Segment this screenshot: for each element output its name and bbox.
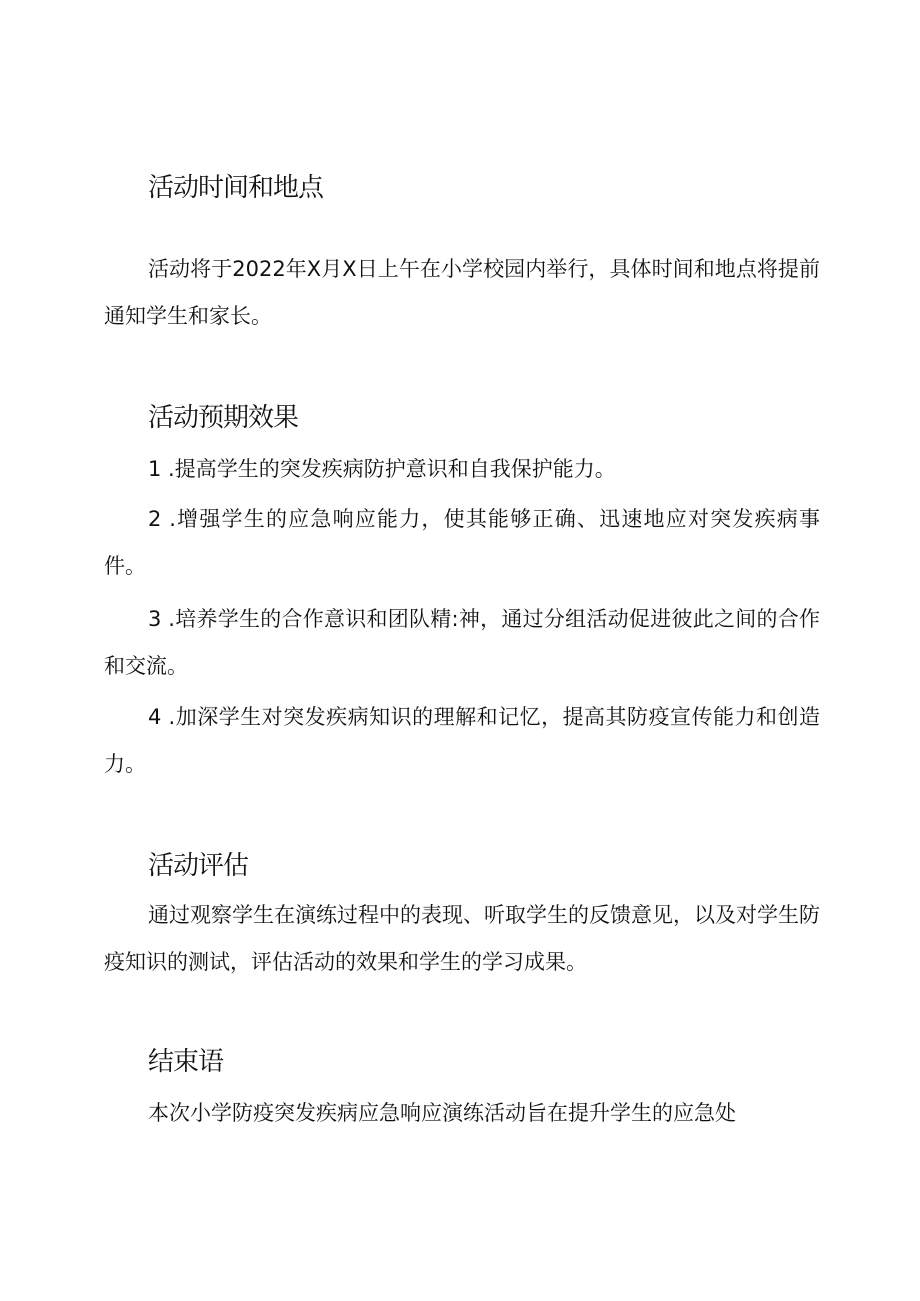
list-item-effect-2: 2 .增强学生的应急响应能力，使其能够正确、迅速地应对突发疾病事件。 bbox=[104, 507, 820, 578]
list-item-effect-4: 4 .加深学生对突发疾病知识的理解和记忆，提高其防疫宣传能力和创造力。 bbox=[104, 705, 820, 776]
paragraph-evaluation: 通过观察学生在演练过程中的表现、听取学生的反馈意见，以及对学生防疫知识的测试，评估活动的效果和学生的学习成果。 bbox=[104, 903, 820, 974]
list-item-effect-3: 3 .培养学生的合作意识和团队精:神，通过分组活动促进彼此之间的合作和交流。 bbox=[104, 607, 820, 678]
heading-expected-effects: 活动预期效果 bbox=[148, 403, 299, 433]
heading-time-place: 活动时间和地点 bbox=[148, 173, 324, 203]
list-item-effect-1: 1 .提高学生的突发疾病防护意识和自我保护能力。 bbox=[148, 457, 616, 481]
heading-conclusion: 结束语 bbox=[148, 1047, 224, 1077]
paragraph-time-place: 活动将于2022年X月X日上午在小学校园内举行，具体时间和地点将提前通知学生和家长。 bbox=[104, 257, 820, 328]
heading-evaluation: 活动评估 bbox=[148, 851, 249, 881]
paragraph-conclusion: 本次小学防疫突发疾病应急响应演练活动旨在提升学生的应急处 bbox=[148, 1101, 736, 1125]
